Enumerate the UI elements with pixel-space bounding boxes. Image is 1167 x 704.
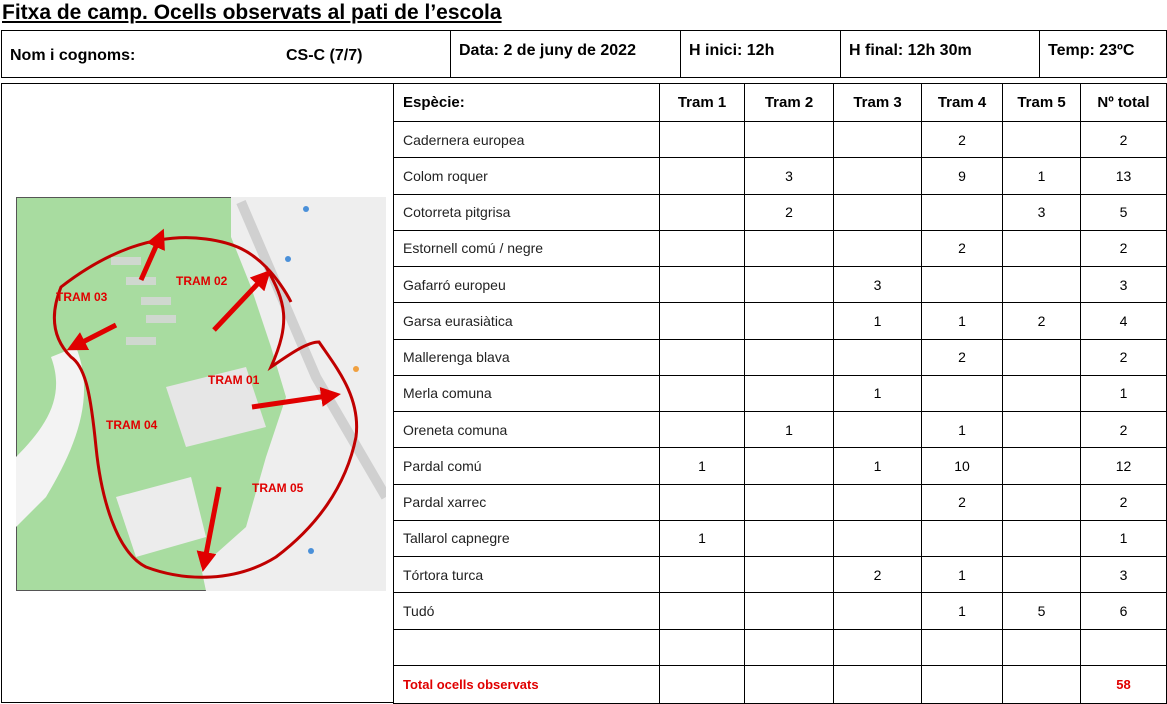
- species-name: Oreneta comuna: [394, 412, 660, 448]
- column-header: Tram 5: [1003, 84, 1081, 122]
- count-cell: [1003, 629, 1081, 665]
- count-cell: [922, 629, 1003, 665]
- count-cell: [1003, 122, 1081, 158]
- species-name: Tudó: [394, 593, 660, 629]
- count-cell: [745, 448, 834, 484]
- species-name: Cadernera europea: [394, 122, 660, 158]
- count-cell: [1003, 339, 1081, 375]
- column-header: Tram 2: [745, 84, 834, 122]
- count-cell: 2: [1003, 303, 1081, 339]
- table-row: [394, 412, 1167, 448]
- bird-count-table: [393, 83, 1167, 704]
- count-cell: [834, 158, 922, 194]
- count-cell: [745, 122, 834, 158]
- count-cell: [745, 230, 834, 266]
- count-cell: 10: [922, 448, 1003, 484]
- count-cell: 2: [1081, 122, 1167, 158]
- count-cell: 2: [1081, 412, 1167, 448]
- tram-03-label: TRAM 03: [56, 290, 108, 304]
- table-row: [394, 448, 1167, 484]
- count-cell: [1003, 230, 1081, 266]
- count-cell: 1: [922, 303, 1003, 339]
- count-cell: 4: [1081, 303, 1167, 339]
- species-name: Pardal xarrec: [394, 484, 660, 520]
- count-cell: [834, 412, 922, 448]
- count-cell: 2: [745, 194, 834, 230]
- count-cell: 3: [834, 267, 922, 303]
- count-cell: 12: [1081, 448, 1167, 484]
- tram-04-label: TRAM 04: [106, 418, 158, 432]
- count-cell: [745, 520, 834, 556]
- count-cell: [745, 629, 834, 665]
- start-time-cell: H inici: 12h: [681, 31, 841, 78]
- count-cell: [660, 557, 745, 593]
- count-cell: [834, 629, 922, 665]
- location-pin-icon: [308, 548, 314, 554]
- count-cell: [660, 230, 745, 266]
- count-cell: [745, 593, 834, 629]
- name-value: CS-C (7/7): [286, 47, 363, 64]
- location-pin-icon: [303, 206, 309, 212]
- table-row: [394, 194, 1167, 230]
- count-cell: 9: [922, 158, 1003, 194]
- count-cell: 2: [1081, 230, 1167, 266]
- count-cell: 2: [922, 484, 1003, 520]
- count-cell: [660, 122, 745, 158]
- species-name: Gafarró europeu: [394, 267, 660, 303]
- count-cell: 2: [834, 557, 922, 593]
- species-name: Tórtora turca: [394, 557, 660, 593]
- count-cell: [1003, 375, 1081, 411]
- column-header: Tram 4: [922, 84, 1003, 122]
- table-row: [394, 629, 1167, 665]
- header-table: [1, 30, 1167, 78]
- table-row: [394, 339, 1167, 375]
- count-cell: 2: [922, 339, 1003, 375]
- species-name: Garsa eurasiàtica: [394, 303, 660, 339]
- total-cell: [745, 665, 834, 703]
- table-row: [394, 158, 1167, 194]
- count-cell: [1003, 520, 1081, 556]
- page-title: Fitxa de camp. Ocells observats al pati de l’escola: [2, 1, 502, 24]
- count-cell: 3: [1081, 267, 1167, 303]
- date-cell: Data: 2 de juny de 2022: [451, 31, 681, 78]
- count-cell: 1: [834, 303, 922, 339]
- temperature-cell: Temp: 23ºC: [1040, 31, 1167, 78]
- count-cell: 1: [922, 593, 1003, 629]
- count-cell: 1: [660, 448, 745, 484]
- species-name: Colom roquer: [394, 158, 660, 194]
- name-label: Nom i cognoms:: [10, 47, 136, 64]
- count-cell: [745, 557, 834, 593]
- count-cell: [834, 194, 922, 230]
- table-row: [394, 593, 1167, 629]
- count-cell: 1: [922, 557, 1003, 593]
- count-cell: 2: [922, 122, 1003, 158]
- count-cell: 2: [922, 230, 1003, 266]
- count-cell: 5: [1081, 194, 1167, 230]
- table-row: [394, 557, 1167, 593]
- count-cell: 1: [1081, 375, 1167, 411]
- tram-02-label: TRAM 02: [176, 274, 228, 288]
- species-name: Mallerenga blava: [394, 339, 660, 375]
- count-cell: [834, 230, 922, 266]
- table-row: [394, 375, 1167, 411]
- species-name: Tallarol capnegre: [394, 520, 660, 556]
- count-cell: [1003, 557, 1081, 593]
- count-cell: 1: [745, 412, 834, 448]
- count-cell: [834, 520, 922, 556]
- count-cell: [660, 629, 745, 665]
- location-pin-icon: [285, 256, 291, 262]
- count-cell: [922, 267, 1003, 303]
- count-cell: [1003, 484, 1081, 520]
- count-cell: [922, 194, 1003, 230]
- total-cell: [660, 665, 745, 703]
- count-cell: 1: [1081, 520, 1167, 556]
- name-cell: [2, 31, 451, 78]
- table-row: [394, 303, 1167, 339]
- count-cell: [834, 484, 922, 520]
- count-cell: [745, 375, 834, 411]
- count-cell: [660, 412, 745, 448]
- tram-05-label: TRAM 05: [252, 481, 304, 495]
- count-cell: [1003, 267, 1081, 303]
- count-cell: [1081, 629, 1167, 665]
- total-row: [394, 665, 1167, 703]
- count-cell: 3: [1081, 557, 1167, 593]
- count-cell: 3: [1003, 194, 1081, 230]
- count-cell: [1003, 412, 1081, 448]
- count-cell: [745, 303, 834, 339]
- count-cell: [660, 194, 745, 230]
- total-cell: [834, 665, 922, 703]
- count-cell: [745, 339, 834, 375]
- count-cell: [834, 593, 922, 629]
- table-row: [394, 520, 1167, 556]
- count-cell: [834, 122, 922, 158]
- map-panel: [1, 83, 394, 703]
- count-cell: 6: [1081, 593, 1167, 629]
- count-cell: [660, 303, 745, 339]
- count-cell: [660, 593, 745, 629]
- table-row: [394, 122, 1167, 158]
- count-cell: 1: [1003, 158, 1081, 194]
- count-cell: [922, 375, 1003, 411]
- table-header-row: [394, 84, 1167, 122]
- count-cell: [834, 339, 922, 375]
- species-name: [394, 629, 660, 665]
- count-cell: 2: [1081, 484, 1167, 520]
- count-cell: [660, 375, 745, 411]
- count-cell: 1: [660, 520, 745, 556]
- species-name: Pardal comú: [394, 448, 660, 484]
- table-row: [394, 267, 1167, 303]
- count-cell: [660, 339, 745, 375]
- route-map: [16, 197, 386, 591]
- restaurant-pin-icon: [353, 366, 359, 372]
- total-cell: [922, 665, 1003, 703]
- count-cell: 2: [1081, 339, 1167, 375]
- count-cell: [1003, 448, 1081, 484]
- species-name: Merla comuna: [394, 375, 660, 411]
- total-value: 58: [1081, 665, 1167, 703]
- count-cell: 1: [834, 448, 922, 484]
- table-row: [394, 484, 1167, 520]
- species-name: Estornell comú / negre: [394, 230, 660, 266]
- total-label: Total ocells observats: [394, 665, 660, 703]
- column-header: Tram 1: [660, 84, 745, 122]
- column-header: Nº total: [1081, 84, 1167, 122]
- count-cell: [660, 158, 745, 194]
- count-cell: 13: [1081, 158, 1167, 194]
- count-cell: 1: [922, 412, 1003, 448]
- tram-01-label: TRAM 01: [208, 373, 260, 387]
- count-cell: [745, 267, 834, 303]
- count-cell: 5: [1003, 593, 1081, 629]
- table-row: [394, 230, 1167, 266]
- end-time-cell: H final: 12h 30m: [841, 31, 1040, 78]
- column-header: Tram 3: [834, 84, 922, 122]
- count-cell: 3: [745, 158, 834, 194]
- species-name: Cotorreta pitgrisa: [394, 194, 660, 230]
- count-cell: [660, 484, 745, 520]
- total-cell: [1003, 665, 1081, 703]
- count-cell: [922, 520, 1003, 556]
- count-cell: 1: [834, 375, 922, 411]
- count-cell: [660, 267, 745, 303]
- count-cell: [745, 484, 834, 520]
- column-header: Espècie:: [394, 84, 660, 122]
